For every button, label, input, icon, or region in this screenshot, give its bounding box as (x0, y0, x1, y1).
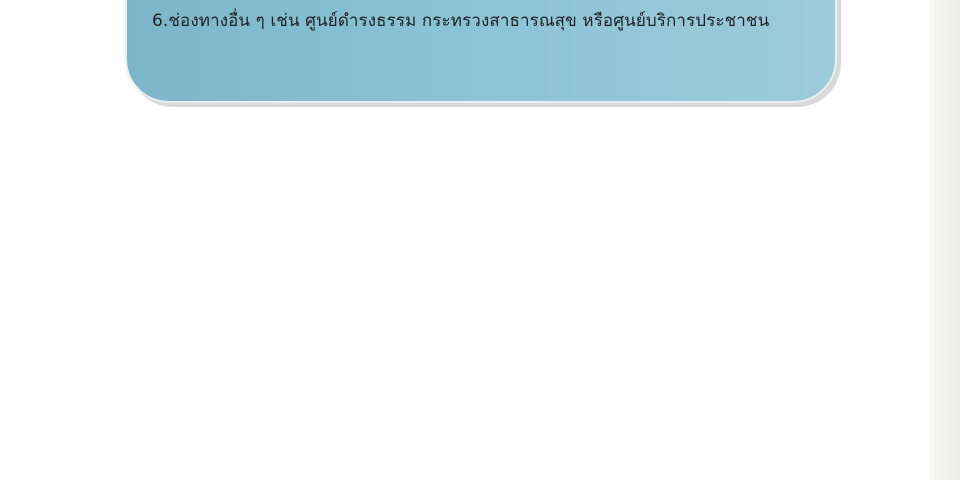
channel-item-6: 6.ช่องทางอื่น ๆ เช่น ศูนย์ดำรงธรรม กระทรวงสาธารณสุข หรือศูนย์บริการประชาชน (152, 11, 770, 31)
scan-page-edge (930, 0, 960, 480)
